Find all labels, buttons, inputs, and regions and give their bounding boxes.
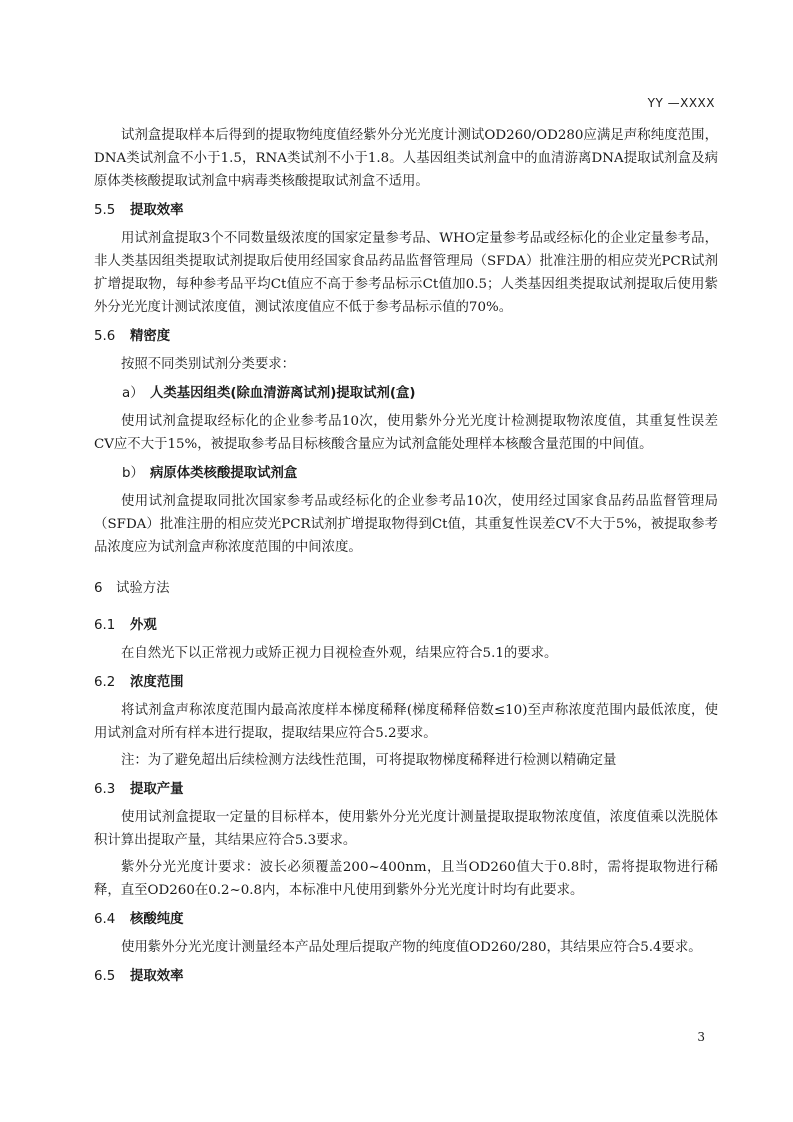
- subitem-mark: a）: [122, 386, 144, 401]
- paragraph-concentration: 将试剂盒声称浓度范围内最高浓度样本梯度稀释(梯度稀释倍数≤10)至声称浓度范围内最低浓度，使用试剂盒对所有样本进行提取，提取结果应符合5.2要求。: [94, 703, 718, 741]
- heading-title: 浓度范围: [130, 675, 184, 690]
- heading-number: 5.5: [94, 203, 116, 218]
- paragraph-efficiency: 用试剂盒提取3个不同数量级浓度的国家定量参考品、WHO定量参考品或经标化的企业定量参考品，非人类基因组类提取试剂提取后使用经国家食品药品监督管理局（SFDA）批准注册的相应荧光PCR试剂扩增提取物，每种参考品平均Ct值应不高于参考品标示Ct值加0.5；人类基因组类提取试剂提取后使用紫外分光光度计测试浓度值，测试浓度值应不低于参考品标示值的70%。: [94, 231, 718, 315]
- heading-5-6: [94, 325, 718, 348]
- note-dilution: 注：为了避免超出后续检测方法线性范围，可将提取物梯度稀释进行检测以精确定量: [121, 753, 617, 768]
- heading-title: 提取效率: [130, 969, 184, 984]
- heading-6-2: [94, 671, 718, 694]
- heading-title: 精密度: [130, 329, 171, 344]
- section-6: [94, 577, 718, 600]
- heading-number: 6.2: [94, 675, 116, 690]
- heading-title: 外观: [130, 618, 157, 633]
- heading-6-5: [94, 965, 718, 988]
- heading-number: 6.3: [94, 782, 116, 797]
- section-number: 6: [94, 581, 103, 596]
- subitem-a: [122, 382, 718, 405]
- heading-number: 6.5: [94, 969, 116, 984]
- heading-number: 6.4: [94, 912, 116, 927]
- page-number: 3: [697, 1030, 705, 1044]
- subitem-mark: b）: [122, 466, 144, 481]
- subitem-title: 病原体类核酸提取试剂盒: [150, 466, 298, 481]
- paragraph-appearance: 在自然光下以正常视力或矫正视力目视检查外观，结果应符合5.1的要求。: [121, 646, 558, 661]
- paragraph-precision-a: 使用试剂盒提取经标化的企业参考品10次，使用紫外分光光度计检测提取物浓度值，其重复性误差CV应不大于15%，被提取参考品目标核酸含量应为试剂盒能处理样本核酸含量范围的中间值。: [94, 414, 718, 452]
- section-title: 试验方法: [116, 581, 170, 596]
- heading-title: 提取效率: [130, 203, 184, 218]
- heading-title: 提取产量: [130, 782, 184, 797]
- paragraph-yield: 使用试剂盒提取一定量的目标样本，使用紫外分光光度计测量提取提取物浓度值，浓度值乘以洗脱体积计算出提取产量，其结果应符合5.3要求。: [94, 810, 718, 848]
- paragraph-purity: 试剂盒提取样本后得到的提取物纯度值经紫外分光光度计测试OD260/OD280应满足声称纯度范围，DNA类试剂盒不小于1.5，RNA类试剂不小于1.8。人基因组类试剂盒中的血清游离DNA提取试剂盒及病原体类核酸提取试剂盒中病毒类核酸提取试剂盒不适用。: [94, 128, 718, 189]
- subitem-title: 人类基因组类(除血清游离试剂)提取试剂(盒): [150, 386, 416, 401]
- heading-6-4: [94, 908, 718, 931]
- heading-5-5: [94, 199, 718, 222]
- page-content: [94, 124, 718, 993]
- heading-number: 6.1: [94, 618, 116, 633]
- doc-code-header: YY —XXXX: [647, 96, 715, 110]
- heading-6-1: [94, 614, 718, 637]
- paragraph-spectrophotometer: 紫外分光光度计要求：波长必须覆盖200~400nm，且当OD260值大于0.8时，需将提取物进行稀释，直至OD260在0.2~0.8内，本标准中凡使用到紫外分光光度计时均有此要求。: [94, 860, 718, 898]
- heading-title: 核酸纯度: [130, 912, 184, 927]
- heading-number: 5.6: [94, 329, 116, 344]
- paragraph-nucleic-purity: 使用紫外分光光度计测量经本产品处理后提取产物的纯度值OD260/280，其结果应符合5.4要求。: [121, 940, 702, 955]
- paragraph-precision-b: 使用试剂盒提取同批次国家参考品或经标化的企业参考品10次，使用经过国家食品药品监督管理局（SFDA）批准注册的相应荧光PCR试剂扩增提取物得到Ct值，其重复性误差CV不大于5%，被提取参考品浓度应为试剂盒声称浓度范围的中间浓度。: [94, 494, 718, 555]
- heading-6-3: [94, 778, 718, 801]
- paragraph-precision-intro: 按照不同类别试剂分类要求：: [121, 357, 296, 372]
- subitem-b: [122, 462, 718, 485]
